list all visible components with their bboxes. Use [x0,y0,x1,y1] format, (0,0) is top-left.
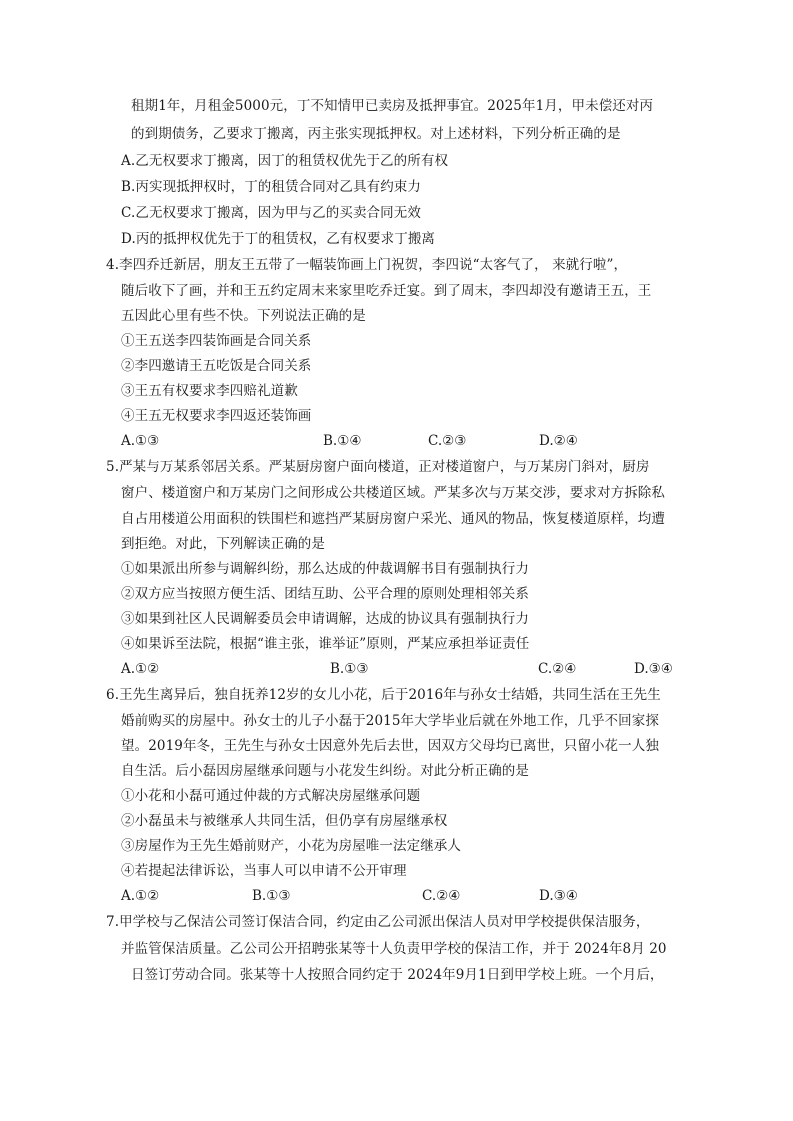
q5-choice-b: B.①③ [330,661,369,677]
q5-stem-line-3: 自占用楼道公用面积的铁围栏和遮挡严某厨房窗户采光、通风的物品，恢复楼道原样，均遭 [121,511,665,527]
q6-choice-c: C.②④ [422,888,461,904]
q6-statement-3: ③房屋作为王先生婚前财产，小花为房屋唯一法定继承人 [121,838,461,854]
q6-choice-b: B.①③ [252,888,291,904]
q5-statement-1: ①如果派出所参与调解纠纷，那么达成的仲裁调解书目有强制执行力 [121,561,529,577]
q3-stem-line-2: 的到期债务，乙要求丁搬离，丙主张实现抵押权。对上述材料，下列分析正确的是 [131,126,621,142]
q5-choice-a: A.①② [121,661,160,677]
q4-choice-c: C.②③ [428,433,467,449]
q5-statement-2: ②双方应当按照方便生活、团结互助、公平合理的原则处理相邻关系 [121,586,529,602]
q7-stem-line-1: 7.甲学校与乙保洁公司签订保洁合同，约定由乙公司派出保洁人员对甲学校提供保洁服务， [106,914,650,930]
q4-statement-3: ③王五有权要求李四赔礼道歉 [121,383,298,399]
q6-statement-1: ①小花和小磊可通过仲裁的方式解决房屋继承问题 [121,788,421,804]
q6-statement-2: ②小磊虽未与被继承人共同生活，但仍享有房屋继承权 [121,813,448,829]
q3-option-c: C.乙无权要求丁搬离，因为甲与乙的买卖合同无效 [121,205,421,221]
q3-stem-line-1: 租期1年，月租金5000元，丁不知情甲已卖房及抵押事宜。2025年1月，甲未偿还对丙 [131,98,654,114]
q7-stem-line-2: 并监管保洁质量。乙公司公开招聘张某等十人负责甲学校的保洁工作，并于 2024年8月 20 [121,941,667,957]
q6-choice-d: D.③④ [539,888,578,904]
q5-stem-line-4: 到拒绝。对此，下列解读正确的是 [121,536,325,552]
q4-statement-1: ①王五送李四装饰画是合同关系 [121,333,312,349]
q5-stem-line-1: 5.严某与万某系邻居关系。严某厨房窗户面向楼道，正对楼道窗户，与万某房门斜对，厨房 [106,459,650,475]
q4-stem-line-3: 五因此心里有些不快。下列说法正确的是 [121,308,366,324]
q4-choice-b: B.①④ [323,433,362,449]
q5-statement-3: ③如果到社区人民调解委员会申请调解，达成的协议具有强制执行力 [121,611,529,627]
q6-statement-4: ④若提起法律诉讼，当事人可以申请不公开审理 [121,863,407,879]
q4-choice-a: A.①③ [121,433,160,449]
q6-stem-line-4: 自生活。后小磊因房屋继承问题与小花发生纠纷。对此分析正确的是 [121,763,529,779]
q4-stem-line-1: 4.李四乔迁新居，朋友王五带了一幅装饰画上门祝贺，李四说“太客气了， 来就行啦”， [106,257,628,273]
q4-stem-line-2: 随后收下了画，并和王五约定周末来家里吃乔迁宴。到了周末，李四却没有邀请王五，王 [121,283,652,299]
q4-choice-d: D.②④ [539,433,578,449]
q3-option-a: A.乙无权要求丁搬离，因丁的租赁权优先于乙的所有权 [121,153,449,169]
q5-stem-line-2: 窗户、楼道窗户和万某房门之间形成公共楼道区域。严某多次与万某交涉，要求对方拆除私 [121,485,665,501]
q5-choice-d: D.③④ [634,661,673,677]
q3-option-b: B.丙实现抵押权时，丁的租赁合同对乙具有约束力 [121,179,422,195]
q6-stem-line-2: 婚前购买的房屋中。孙女士的儿子小磊于2015年大学毕业后就在外地工作，几乎不回家探 [121,713,659,729]
q6-stem-line-3: 望。2019年冬，王先生与孙女士因意外先后去世，因双方父母均已离世，只留小花一人独 [121,738,659,754]
q4-statement-2: ②李四邀请王五吃饭是合同关系 [121,358,312,374]
q3-option-d: D.丙的抵押权优先于丁的租赁权，乙有权要求丁搬离 [121,231,436,247]
q5-choice-c: C.②④ [538,661,577,677]
q7-stem-line-3: 日签订劳动合同。张某等十人按照合同约定于 2024年9月1日到甲学校上班。一个月后， [131,967,664,983]
q5-statement-4: ④如果诉至法院，根据“谁主张，谁举证”原则，严某应承担举证责任 [121,636,530,652]
q6-stem-line-1: 6.王先生离异后，独自抚养12岁的女儿小花，后于2016年与孙女士结婚，共同生活在王先生 [106,687,661,703]
q6-choice-a: A.①② [121,888,160,904]
q4-statement-4: ④王五无权要求李四返还装饰画 [121,408,312,424]
